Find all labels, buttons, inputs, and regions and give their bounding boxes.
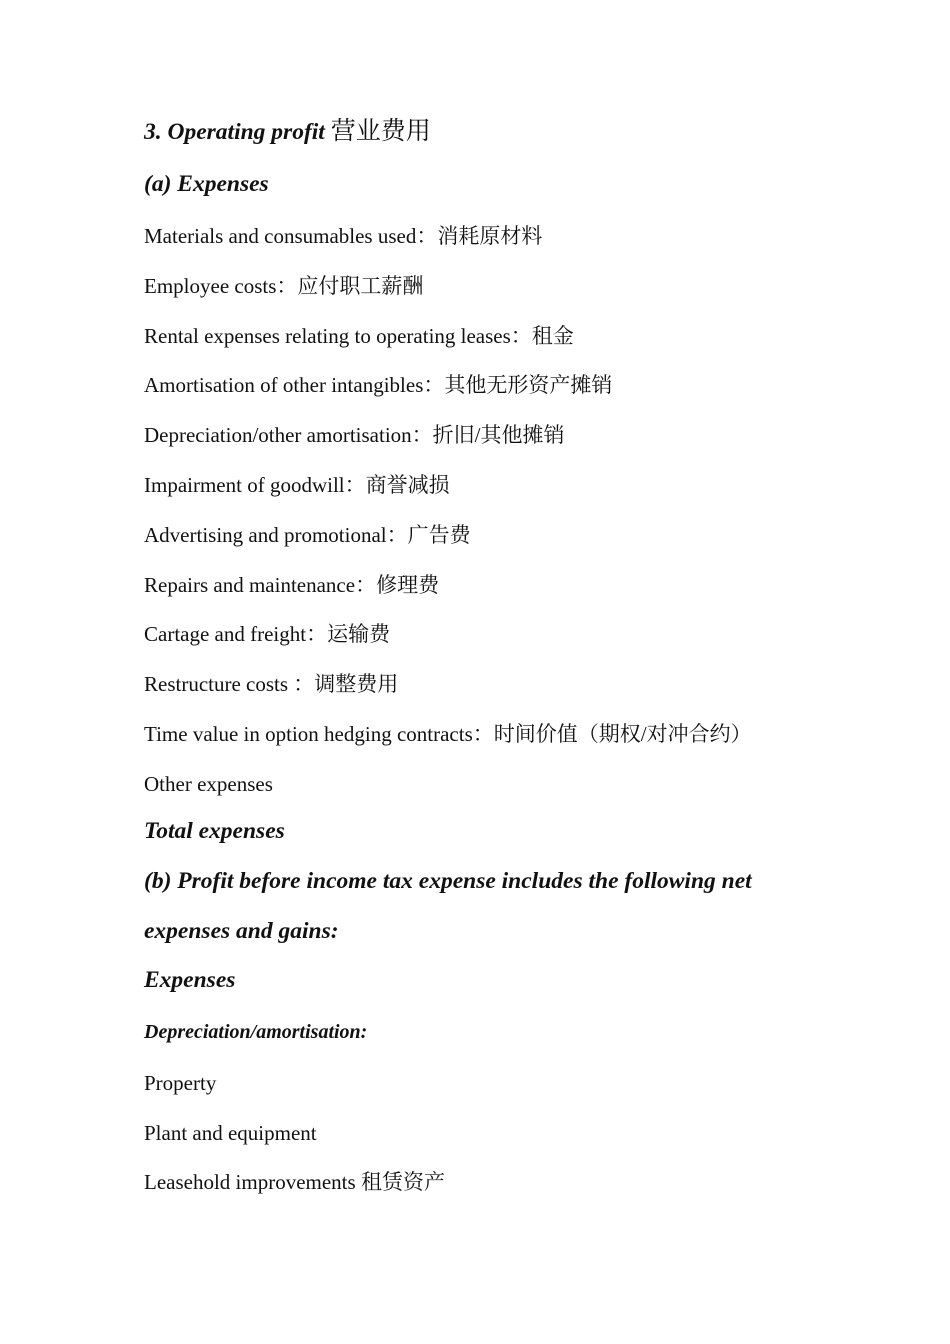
expense-item: Depreciation/other amortisation：折旧/其他摊销 <box>144 423 565 447</box>
expense-item: Materials and consumables used：消耗原材料 <box>144 224 543 248</box>
depreciation-heading: Depreciation/amortisation: <box>144 1021 368 1043</box>
expenses-heading: Expenses <box>144 967 236 993</box>
expense-item: Advertising and promotional：广告费 <box>144 523 471 547</box>
subheading-b-line1: (b) Profit before income tax expense includes the following net <box>144 868 752 894</box>
depreciation-item: Plant and equipment <box>144 1121 317 1145</box>
expense-item: Restructure costs ：调整费用 <box>144 672 399 696</box>
section-title <box>144 118 431 146</box>
expense-item: Impairment of goodwill：商誉减损 <box>144 473 450 497</box>
section-title-cn: 营业费用 <box>330 118 431 145</box>
expense-item: Cartage and freight：运输费 <box>144 622 391 646</box>
total-expenses: Total expenses <box>144 818 285 844</box>
expense-item: Other expenses <box>144 772 273 796</box>
expense-item: Employee costs：应付职工薪酬 <box>144 274 424 298</box>
expense-item: Amortisation of other intangibles：其他无形资产摊销 <box>144 373 613 397</box>
subheading-b-line2: expenses and gains: <box>144 918 339 944</box>
depreciation-item: Property <box>144 1071 217 1095</box>
subheading-a: (a) Expenses <box>144 171 269 197</box>
section-title-en: 3. Operating profit <box>144 119 325 145</box>
expense-item: Rental expenses relating to operating leases：租金 <box>144 324 574 348</box>
depreciation-item: Leasehold improvements 租赁资产 <box>144 1170 445 1194</box>
expense-item: Time value in option hedging contracts：时间价值（期权/对冲合约） <box>144 722 752 746</box>
expense-item: Repairs and maintenance：修理费 <box>144 573 440 597</box>
